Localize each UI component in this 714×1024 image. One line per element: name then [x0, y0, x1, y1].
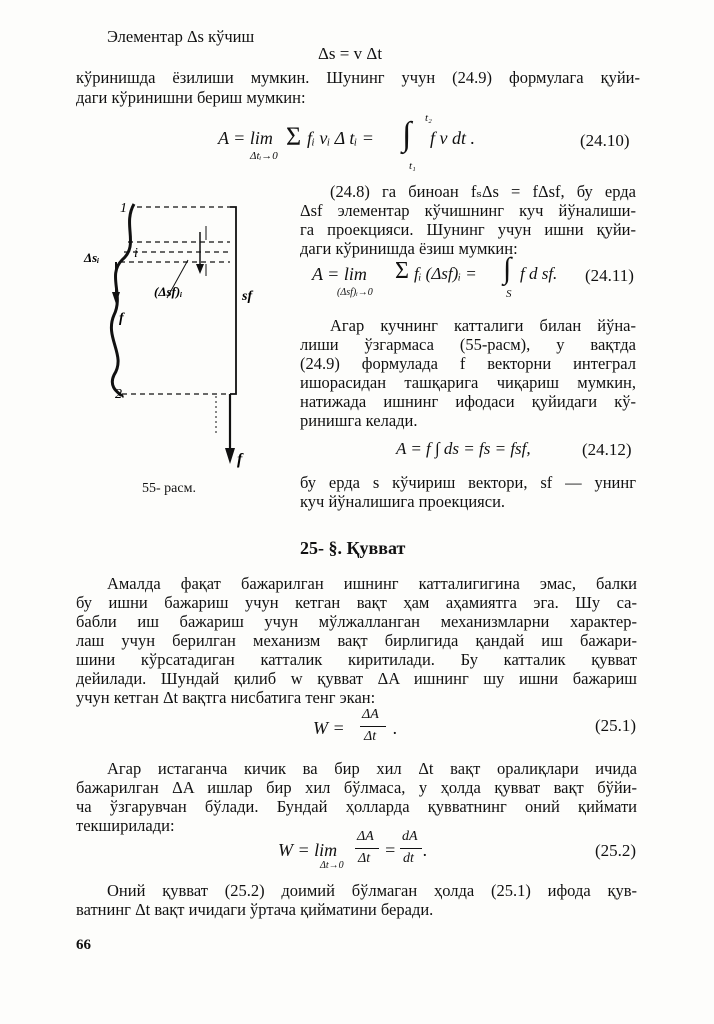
para2-line-6: ринишга келади. — [300, 411, 418, 430]
para2-line-1: Агар кучнинг катталиги билан йўна- — [330, 316, 636, 335]
section-heading: 25- §. Қувват — [300, 538, 406, 558]
right-col-line-1: (24.8) га биноан fₛΔs = fΔsf, бу ерда — [330, 182, 636, 201]
equation-number-25-2: (25.2) — [595, 841, 637, 860]
para3-line-6: дейилади. Шундай қилиб w қувват ΔA ишнинг шу ишни бажариш — [76, 669, 637, 688]
label-dsf-i: (Δsf)ᵢ — [154, 284, 183, 299]
bracket-sf — [230, 207, 236, 394]
label-f-path: f — [119, 311, 124, 326]
figure-55 — [82, 190, 262, 475]
para2-line-3: (24.9) формулада f векторни интеграл — [300, 354, 636, 373]
para3-line-7: учун кетган Δt вақтга нисбатига тенг экан: — [76, 688, 376, 707]
intro-line-3: даги кўринишни бериш мумкин: — [76, 88, 306, 107]
label-point-i: i — [134, 246, 138, 261]
para5-line-2: ватнинг Δt вақт ичидаги ўртача қийматини беради. — [76, 900, 434, 919]
right-col-line-2: Δsf элементар кўчишнинг куч йўналиши- — [300, 201, 636, 220]
label-f: f — [237, 451, 243, 468]
equation-number-24-11: (24.11) — [585, 266, 634, 285]
page-number: 66 — [76, 937, 91, 953]
after-24-12-line-2: куч йўналишига проекцияси. — [300, 492, 506, 511]
para3-line-1: Амалда фақат бажарилган ишнинг катталигигина эмас, балки — [107, 574, 637, 593]
equation-number-24-10: (24.10) — [580, 131, 630, 150]
fraction-bar-25-1 — [360, 726, 386, 727]
para2-line-2: лиши ўзгармаса (55-расм), у вақтда — [300, 335, 636, 354]
small-force-arrowhead — [196, 264, 204, 274]
para2-line-5: натижада ишнинг ифодаси қуйидаги кў- — [300, 392, 636, 411]
intro-line-2: кўринишда ёзилиши мумкин. Шунинг учун (24.9) формулага қуйи- — [76, 68, 640, 87]
fraction-bar-25-2-b — [400, 848, 422, 849]
label-point-2: 2 — [115, 387, 122, 402]
para4-line-3: ча ўзгарувчан бўлади. Бундай ҳолларда қувватнинг оний қиймати — [76, 797, 637, 816]
equation-ds: Δs = v Δt — [318, 44, 383, 63]
fraction-bar-25-2-a — [355, 848, 379, 849]
force-arrowhead — [225, 448, 235, 464]
para3-line-4: лаш учун берилган механизм вақт бирлигида қандай иш бажари- — [76, 631, 637, 650]
para4-line-4: текширилади: — [76, 816, 175, 835]
right-col-line-3: га проекцияси. Шунинг учун ишни қуйи- — [300, 220, 636, 239]
para5-line-1: Оний қувват (25.2) доимий бўлмаган ҳолда (25.1) ифода қув- — [107, 881, 637, 900]
label-ds-i: Δsᵢ — [84, 250, 100, 265]
right-col-line-4: даги кўринишда ёзиш мумкин: — [300, 239, 518, 258]
para3-line-5: шини кўрсатадиган катталик киритилади. Бу катталик қувват — [76, 650, 637, 669]
label-sf: sf — [242, 289, 253, 304]
label-point-1: 1 — [120, 201, 127, 216]
para3-line-2: бу ишни бажариш учун кетган вақт ҳам аҳамиятга эга. Шу са- — [76, 593, 637, 612]
para3-line-3: бабли иш бажариш учун мўлжалланган механизмларни характер- — [76, 612, 637, 631]
after-24-12-line-1: бу ерда s кўчириш вектори, sf — унинг — [300, 473, 636, 492]
figure-caption: 55- расм. — [142, 481, 196, 496]
intro-line-1: Элементар Δs кўчиш — [107, 27, 255, 46]
equation-number-25-1: (25.1) — [595, 716, 637, 735]
para2-line-4: ишорасидан ташқарига чиқариш мумкин, — [300, 373, 636, 392]
para4-line-1: Агар истаганча кичик ва бир хил Δt вақт оралиқлари ичида — [107, 759, 637, 778]
equation-number-24-12: (24.12) — [582, 440, 632, 459]
equation-24-12: A = f ∫ ds = fs = fsf, — [396, 439, 531, 458]
trajectory-curve — [111, 204, 134, 397]
para4-line-2: бажарилган ΔA ишлар бир хил бўлмаса, у ҳолда қувват вақт бўйи- — [76, 778, 637, 797]
